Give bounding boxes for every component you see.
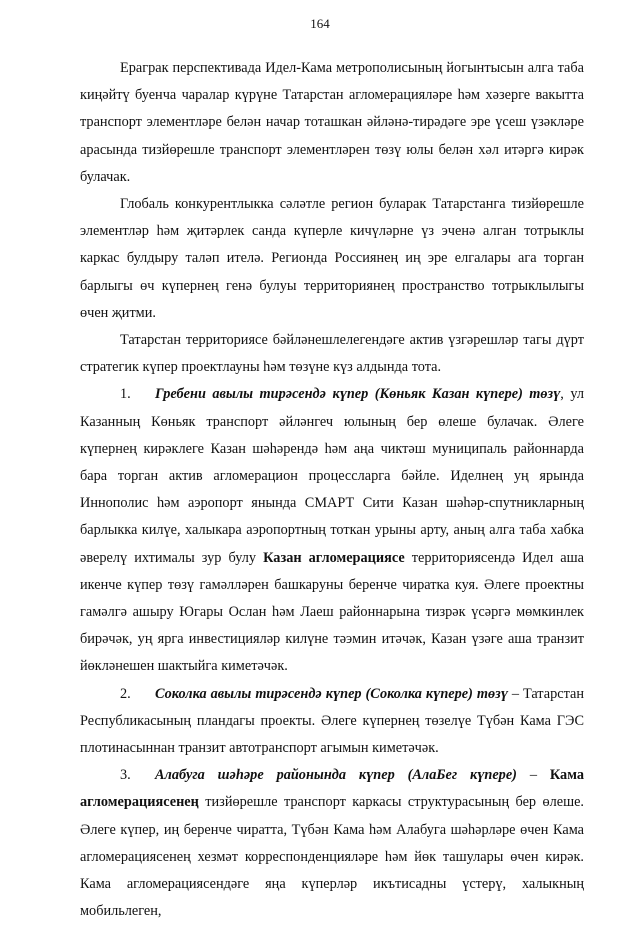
item-bold-term: Казан агломерациясе: [263, 549, 405, 566]
paragraph-1: Ераграк перспективада Идел-Кама метрополисының йогынтысын алга таба киңәйтү буенча чаралар күрүне Татарстан агломерацияләре һәм хәзерге вакытта транспорт элементләре белән начар тоташкан әйләнә-тирәдәге эре үсеш үзәкләре арасында тизйөрешле транспорт элементләрен төзү юлы белән хәл итәргә кирәк булачак.: [80, 60, 584, 185]
item-number: 2.: [120, 685, 131, 702]
item-text: тизйөрешле транспорт каркасы структурасының бер өлеше. Әлеге күпер, иң беренче чиратта, Түбән Кама һәм Алабуга шәһәрләре өчен Кама агломерациясенең хезмәт корреспонденцияләре һәм йөк ташулары өчен кирәк. Кама агломерациясендәге яңа күперләр икътисадны үстерү, халыкның мобильлеген,: [80, 794, 584, 920]
item-number: 1.: [120, 386, 131, 403]
item-title: Алабуга шәһәре районында күпер (АлаБег күпере): [155, 767, 517, 784]
numbered-item-3: [80, 762, 584, 925]
item-bold-term: Кама агломерациясенең: [80, 767, 584, 811]
body-text: [80, 55, 584, 926]
numbered-item-1: [80, 381, 584, 680]
item-text: – Татарстан Республикасының пландагы проекты. Әлеге күпернең төзелүе Түбән Кама ГЭС плотинасыннан транзит автотранспорт агымын киметәчәк.: [80, 685, 584, 757]
item-dash: –: [516, 767, 550, 784]
item-text: , ул Казанның Көньяк транспорт әйләнгеч юлының бер өлеше булачак. Әлеге күпернең кирәклеге Казан шәһәрендә һәм аңа чиктәш муниципаль районнарда бара торган актив агломерацион процессларга бәйле. Иделнең уң ярында Иннополис һәм аэропорт янында СМАРТ Сити Казан шәһәр-спутникларның барлыкка килүе, халыкара аэропортның тоткан урыны арту, аның алга таба хабка әверелү ихтималы зур булу: [80, 386, 584, 566]
page-number: 164: [310, 16, 330, 31]
item-number: 3.: [120, 767, 131, 784]
item-title: Соколка авылы тирәсендә күпер (Соколка күпере) төзү: [155, 685, 508, 702]
numbered-item-2: [80, 681, 584, 763]
item-title: Гребени авылы тирәсендә күпер (Көньяк Казан күпере) төзү: [155, 386, 561, 403]
paragraph-3: Татарстан территориясе бәйләнешлелегендәге актив үзгәрешләр тагы дүрт стратегик күпер проектлауны һәм төзүне күз алдында тота.: [80, 332, 584, 376]
paragraph-2: Глобаль конкурентлыкка сәләтле регион буларак Татарстанга тизйөрешле элементләр һәм җитәрлек санда күперле кичүләрне үз эченә алган тотрыклы каркас булдыру таләп ителә. Регионда Россиянең иң эре елгалары ага торган барлыгы өч күпернең генә булуы территориянең пространство тотрыклылыгы өчен җитми.: [80, 196, 584, 321]
item-text: территориясендә Идел аша икенче күпер төзү гамәлләрен башкаруны беренче чиратка куя. Әлеге проектны гамәлгә ашыру Югары Ослан һәм Лаеш районнарына тизрәк үсәргә мөмкинлек бирәчәк, уң ярга инвестицияләр килүне тәэмин итәчәк, Казан үзәге аша транзит йөкләнешен шактыйга киметәчәк.: [80, 549, 584, 675]
